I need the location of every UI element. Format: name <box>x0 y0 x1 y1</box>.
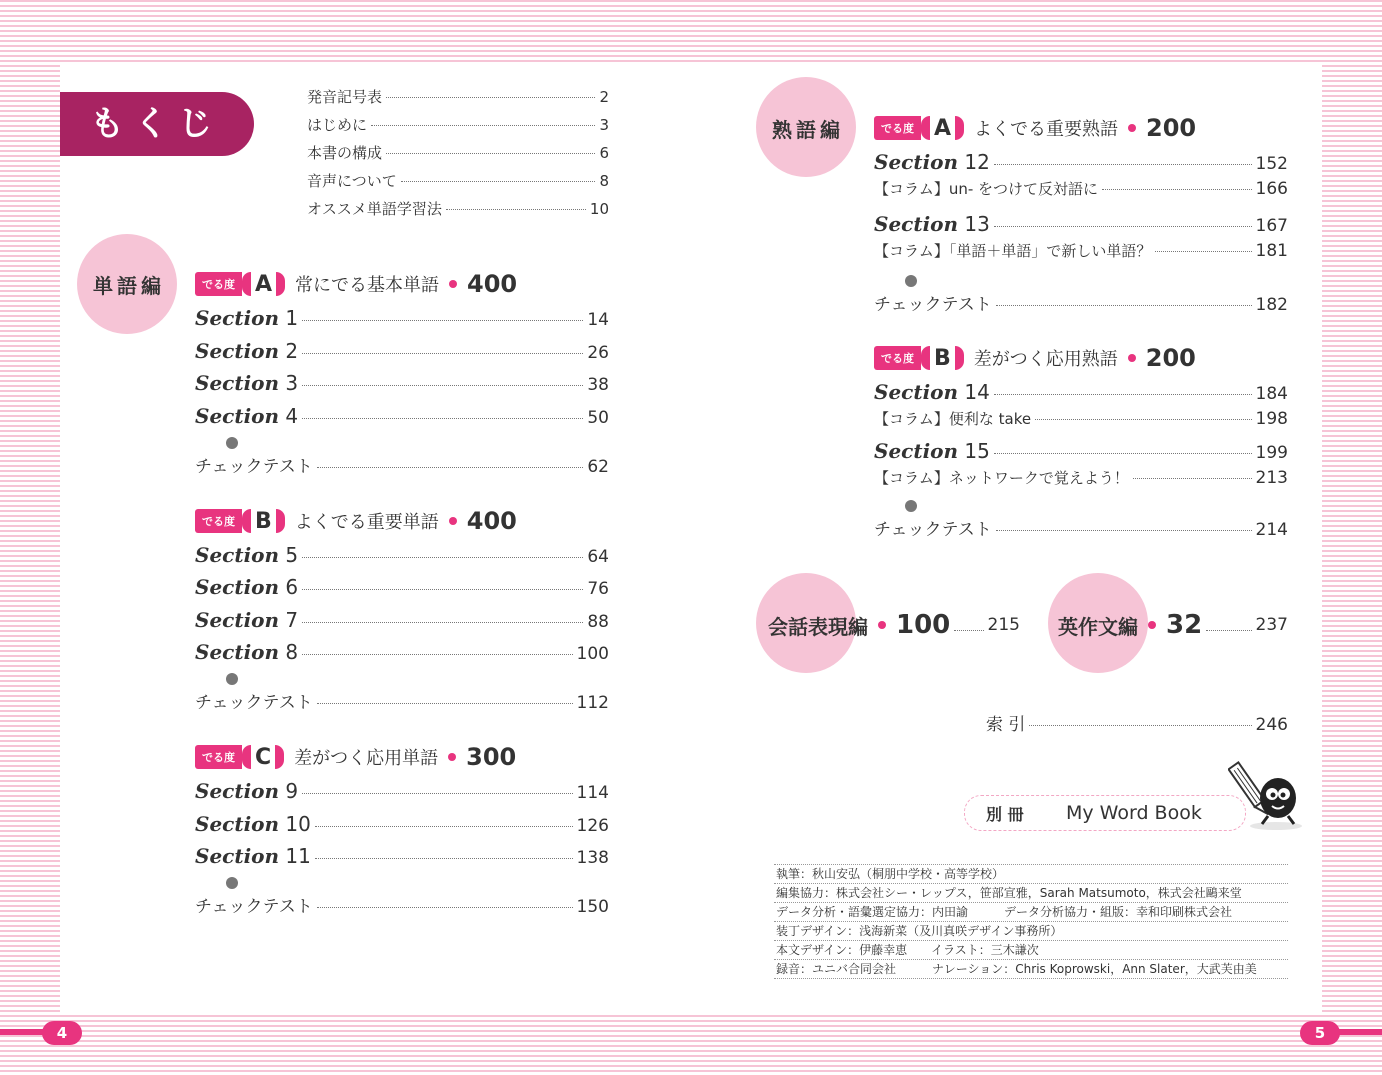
supplement-title: My Word Book <box>1066 802 1202 824</box>
toc-section-row[interactable]: Section 13 167 <box>874 212 1288 236</box>
toc-section-row[interactable]: Section 10 126 <box>195 812 609 836</box>
toc-check-row[interactable]: チェックテスト 62 <box>195 457 609 477</box>
toc-column-row[interactable]: 【コラム】便利な take 198 <box>874 409 1288 429</box>
toc-section-row[interactable]: Section 8 100 <box>195 640 609 664</box>
toc-check-row[interactable]: チェックテスト 112 <box>195 693 609 713</box>
toc-section-row[interactable]: Section 4 50 <box>195 404 609 428</box>
bullet-dot <box>226 877 238 889</box>
toc-section-row[interactable]: Section 5 64 <box>195 543 609 567</box>
toc-row[interactable]: 音声について 8 <box>307 172 609 190</box>
page-title: もくじ <box>60 92 254 156</box>
page-number-right: 5 <box>1300 1021 1340 1045</box>
toc-section-row[interactable]: Section 9 114 <box>195 779 609 803</box>
toc-section-row[interactable]: Section 14 184 <box>874 380 1288 404</box>
toc-check-row[interactable]: チェックテスト 214 <box>874 520 1288 540</box>
toc-part-row-kaiwa[interactable]: 会話表現編 100 215 <box>768 610 1020 640</box>
toc-section-row[interactable]: Section 6 76 <box>195 575 609 599</box>
toc-section-row[interactable]: Section 15 199 <box>874 439 1288 463</box>
toc-row[interactable]: はじめに 3 <box>307 116 609 134</box>
group-heading: でる度 C 差がつく応用単語 300 <box>195 743 516 771</box>
toc-row[interactable]: 発音記号表 2 <box>307 88 609 106</box>
bullet-dot <box>226 673 238 685</box>
toc-column-row[interactable]: 【コラム】ネットワークで覚えよう！ 213 <box>874 468 1288 488</box>
toc-check-row[interactable]: チェックテスト 150 <box>195 897 609 917</box>
toc-section-row[interactable]: Section 2 26 <box>195 339 609 363</box>
toc-section-row[interactable]: Section 7 88 <box>195 608 609 632</box>
toc-index-row[interactable]: 索 引 246 <box>986 715 1288 735</box>
group-heading: でる度 A 常にでる基本単語 400 <box>195 270 517 298</box>
bullet-dot <box>226 437 238 449</box>
part-label-jukugo: 熟語編 <box>772 118 844 142</box>
toc-row[interactable]: 本書の構成 6 <box>307 144 609 162</box>
group-heading: でる度 B 差がつく応用熟語 200 <box>874 344 1196 372</box>
bullet-dot <box>905 500 917 512</box>
toc-section-row[interactable]: Section 3 38 <box>195 371 609 395</box>
credit-line: データ分析・語彙選定協力：内田諭 データ分析協力・組版：幸和印刷株式会社 <box>774 902 1288 921</box>
credits-block <box>774 864 1288 979</box>
toc-row[interactable]: オススメ単語学習法 10 <box>307 200 609 218</box>
credit-line: 装丁デザイン：浅海新菜（及川真咲デザイン事務所） <box>774 921 1288 940</box>
toc-section-row[interactable]: Section 11 138 <box>195 844 609 868</box>
toc-column-row[interactable]: 【コラム】un- をつけて反対語に 166 <box>874 179 1288 199</box>
group-heading: でる度 B よくでる重要単語 400 <box>195 507 517 535</box>
supplement-label: 別 冊 <box>986 805 1024 824</box>
credit-line: 編集協力：株式会社シー・レップス，笹部宣雅，Sarah Matsumoto，株式会社鷗来堂 <box>774 883 1288 902</box>
credit-line: 本文デザイン：伊藤幸恵 イラスト：三木謙次 <box>774 940 1288 959</box>
page-number-left: 4 <box>42 1021 82 1045</box>
credit-line: 録音：ユニバ合同会社 ナレーション：Chris Koprowski，Ann Slater，大武芙由美 <box>774 959 1288 979</box>
bullet-dot <box>905 275 917 287</box>
credit-line: 執筆：秋山安弘（桐朋中学校・高等学校） <box>774 864 1288 883</box>
group-heading: でる度 A よくでる重要熟語 200 <box>874 114 1196 142</box>
toc-column-row[interactable]: 【コラム】「単語＋単語」で新しい単語？ 181 <box>874 241 1288 261</box>
toc-section-row[interactable]: Section 12 152 <box>874 150 1288 174</box>
toc-section-row[interactable]: Section 1 14 <box>195 306 609 330</box>
part-label-tango: 単語編 <box>93 274 165 298</box>
toc-check-row[interactable]: チェックテスト 182 <box>874 295 1288 315</box>
toc-part-row-eisaku[interactable]: 英作文編 32 237 <box>1058 610 1288 640</box>
pencil-mascot-icon <box>1228 756 1306 832</box>
